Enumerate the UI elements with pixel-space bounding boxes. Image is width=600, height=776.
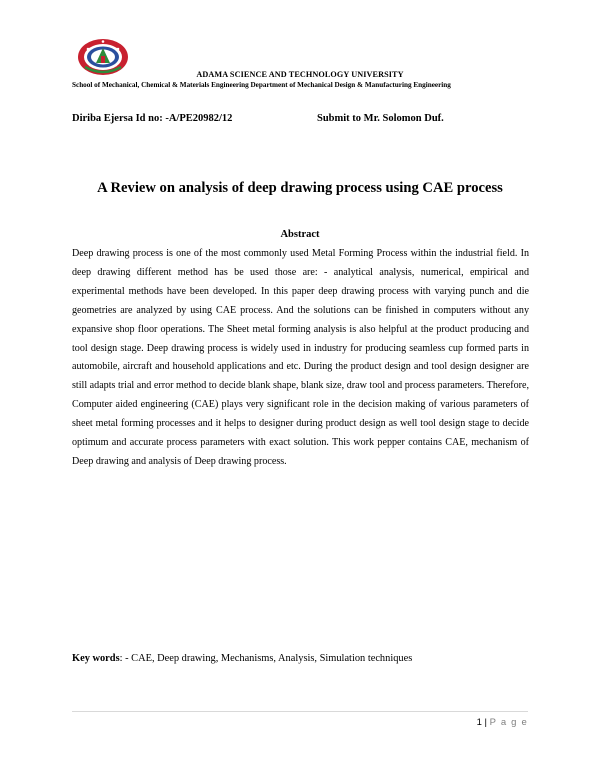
keywords-text: : - CAE, Deep drawing, Mechanisms, Analysis, Simulation techniques [119,653,413,664]
page-number: 1 [476,717,482,728]
page-footer [477,717,528,728]
page-label: P a g e [489,717,528,728]
footer-divider [72,711,528,712]
submitted-to: Submit to Mr. Solomon Duf. [317,113,444,124]
university-name: ADAMA SCIENCE AND TECHNOLOGY UNIVERSITY [196,70,404,79]
abstract-body: Deep drawing process is one of the most commonly used Metal Forming Process within the industrial field. In deep drawing different method has be used those are: - analytical analysis, numerical, empirical and experimental methods have been developed. In this paper deep drawing process with varying punch and die geometries are analyzed by using CAE process. And the solutions can be finished in computers without any expansive shop floor operations. The Sheet metal forming analysis is also helpful at the product producing and tool design stage. Deep drawing process is widely used in industry for producing seamless cup formed parts in automobile, aircraft and household applications and etc. During the product design and tool design designer are still adapts trial and error method to decide blank shape, blank size, draw tool and process parameters. Therefore, Computer aided engineering (CAE) plays very significant role in the decision making of various parameters of sheet metal forming processes and it helps to designer during product design as well tool design stage to decide optimum and accurate process parameters with exact solution. This work pepper contains CAE, mechanism of Deep drawing and analysis of Deep drawing process. [72,248,529,467]
school-department: School of Mechanical, Chemical & Materials Engineering Department of Mechanical Design & Manufacturing Engineering [72,81,451,89]
keywords-label: Key words [72,653,120,664]
abstract-heading: Abstract [280,229,320,240]
keywords-line [72,653,412,664]
author-id: Diriba Ejersa Id no: -A/PE20982/12 [72,113,233,124]
paper-title: A Review on analysis of deep drawing process using CAE process [97,180,503,196]
footer-separator: | [484,717,488,728]
